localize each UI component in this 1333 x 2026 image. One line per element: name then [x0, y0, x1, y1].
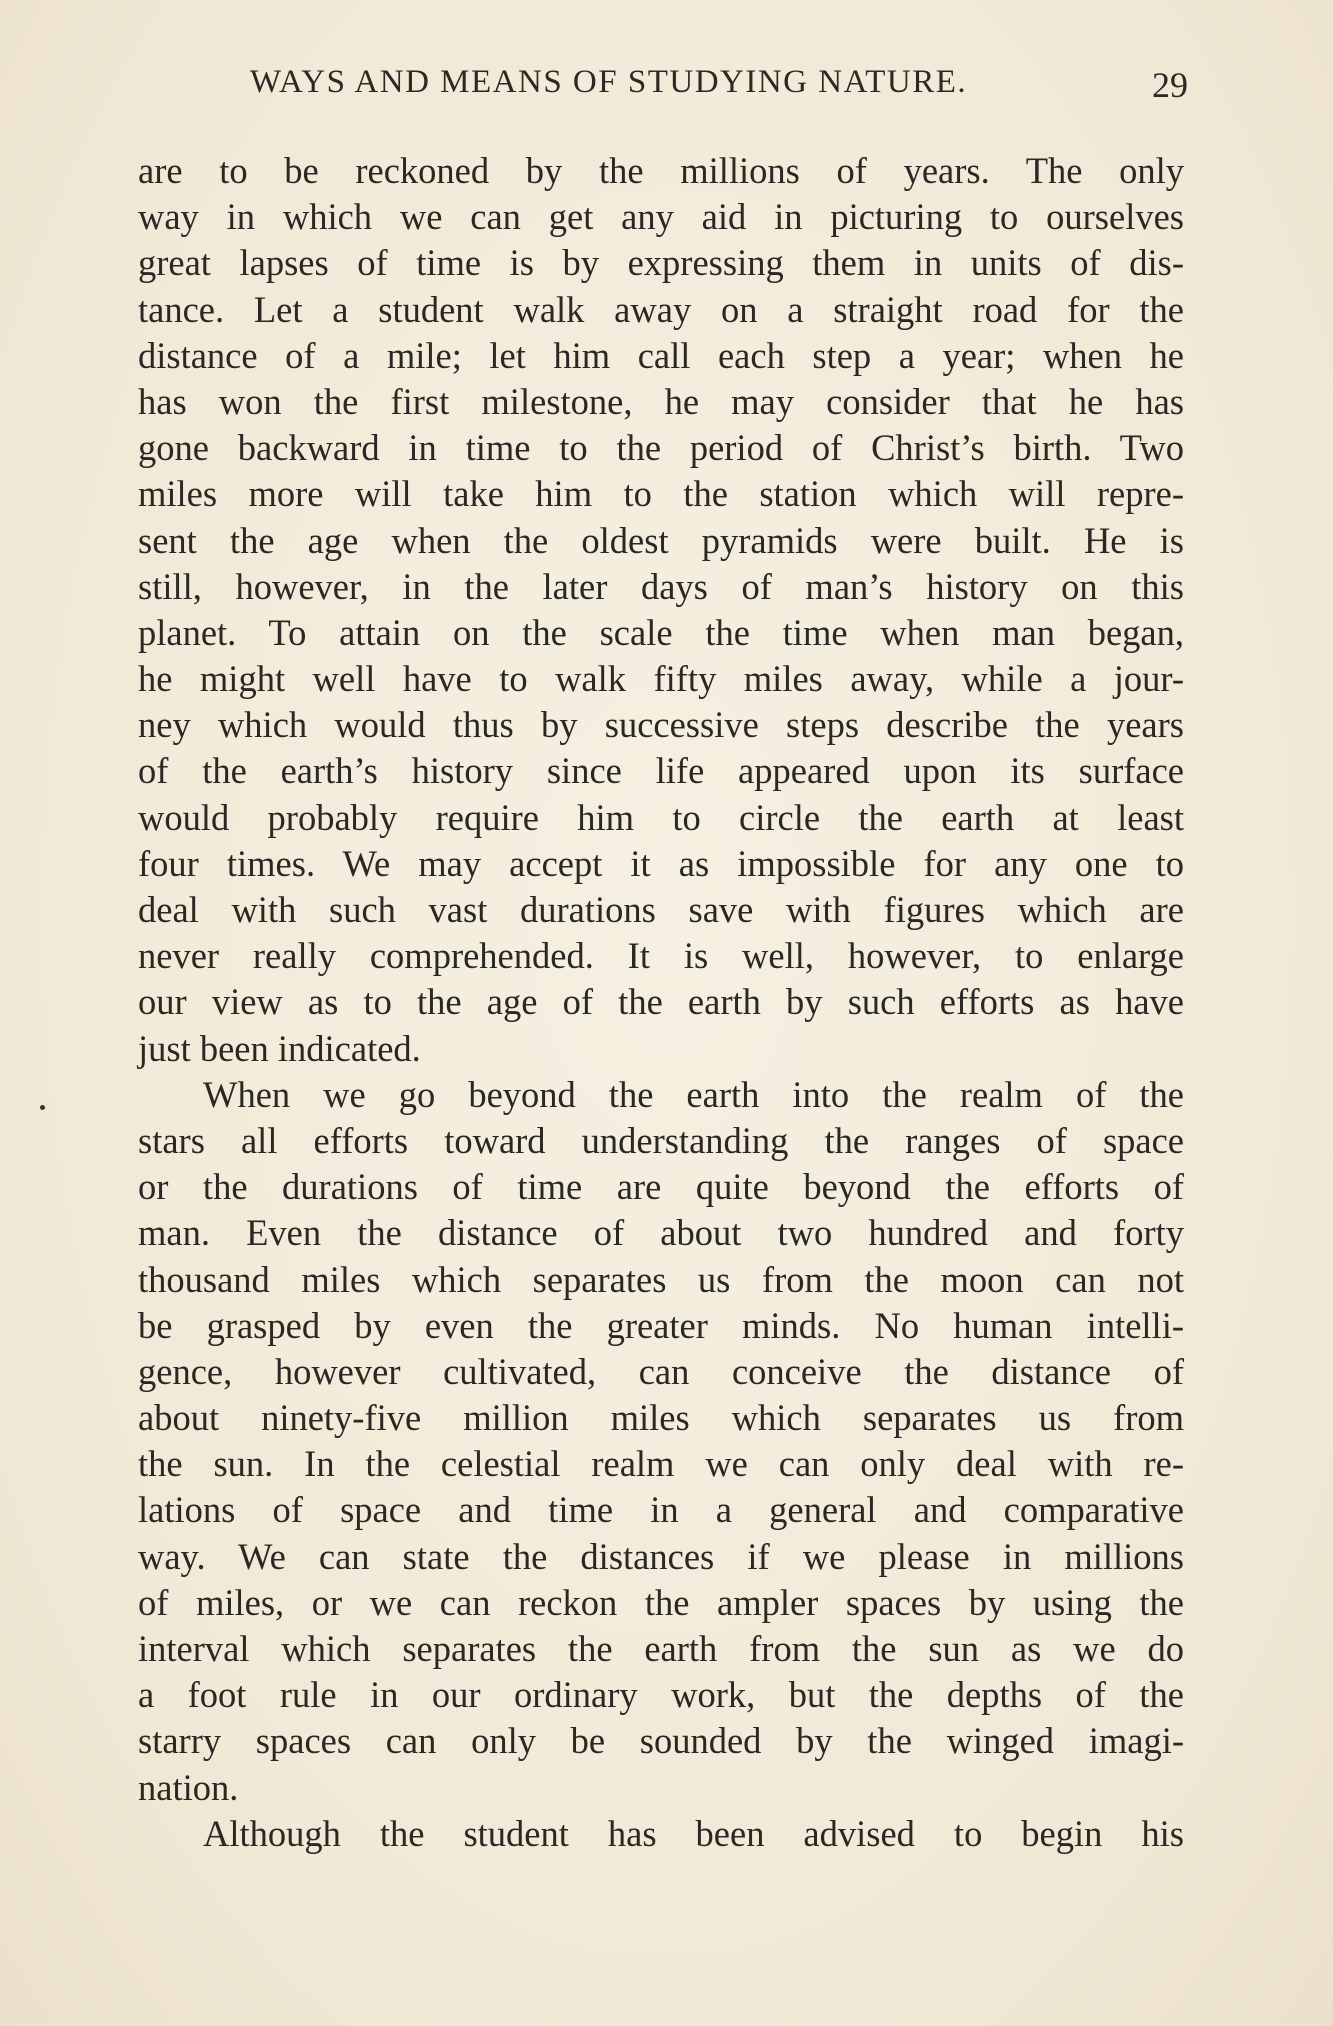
ink-speck: [40, 1105, 45, 1110]
text-line: man. Even the distance of about two hundred and forty: [138, 1212, 1184, 1254]
text-line: gone backward in time to the period of Christ’s birth. Two: [138, 427, 1184, 469]
text-line: would probably require him to circle the earth at least: [138, 796, 1184, 838]
text-line: way in which we can get any aid in picturing to ourselves: [138, 196, 1184, 238]
running-title: WAYS AND MEANS OF STUDYING NATURE.: [250, 64, 968, 100]
paragraph: [138, 1811, 1184, 1857]
text-line: distance of a mile; let him call each step a year; when he: [138, 334, 1184, 376]
page-number: 29: [1152, 65, 1188, 105]
text-line: stars all efforts toward understanding the ranges of space: [138, 1119, 1184, 1161]
text-line: starry spaces can only be sounded by the winged imagi-: [138, 1720, 1184, 1762]
text-line: sent the age when the oldest pyramids were built. He is: [138, 519, 1184, 561]
text-line: nation.: [138, 1766, 239, 1808]
text-line: tance. Let a student walk away on a straight road for the: [138, 288, 1184, 330]
text-line: planet. To attain on the scale the time when man began,: [138, 611, 1184, 653]
text-line: about ninety-five million miles which separates us from: [138, 1397, 1184, 1439]
text-line: gence, however cultivated, can conceive the distance of: [138, 1350, 1184, 1392]
text-line: great lapses of time is by expressing them in units of dis-: [138, 242, 1184, 284]
text-line: Although the student has been advised to begin his: [203, 1812, 1184, 1854]
text-line: or the durations of time are quite beyond the efforts of: [138, 1166, 1184, 1208]
page-header: [140, 64, 1200, 114]
text-line: never really comprehended. It is well, however, to enlarge: [138, 935, 1184, 977]
paragraph: [138, 1072, 1184, 1811]
text-line: our view as to the age of the earth by such efforts as have: [138, 981, 1184, 1023]
text-line: the sun. In the celestial realm we can only deal with re-: [138, 1443, 1184, 1485]
text-line: lations of space and time in a general and comparative: [138, 1489, 1184, 1531]
text-line: are to be reckoned by the millions of years. The only: [138, 150, 1184, 191]
text-line: miles more will take him to the station which will repre-: [138, 473, 1184, 515]
paragraph: [138, 148, 1184, 1072]
text-line: of miles, or we can reckon the ampler spaces by using the: [138, 1581, 1184, 1623]
text-line: way. We can state the distances if we please in millions: [138, 1535, 1184, 1577]
text-line: ney which would thus by successive steps describe the years: [138, 704, 1184, 746]
text-line: still, however, in the later days of man’s history on this: [138, 565, 1184, 607]
text-line: has won the first milestone, he may consider that he has: [138, 380, 1184, 422]
text-line: a foot rule in our ordinary work, but the depths of the: [138, 1674, 1184, 1716]
text-line: of the earth’s history since life appeared upon its surface: [138, 750, 1184, 792]
text-line: be grasped by even the greater minds. No human intelli-: [138, 1304, 1184, 1346]
body-text: [138, 148, 1184, 1857]
text-line: four times. We may accept it as impossible for any one to: [138, 842, 1184, 884]
text-line: just been indicated.: [138, 1027, 421, 1069]
text-line: he might well have to walk fifty miles away, while a jour-: [138, 658, 1184, 700]
text-line: interval which separates the earth from the sun as we do: [138, 1628, 1184, 1669]
text-line: thousand miles which separates us from the moon can not: [138, 1258, 1184, 1300]
text-line: deal with such vast durations save with figures which are: [138, 889, 1184, 930]
text-line: When we go beyond the earth into the realm of the: [203, 1073, 1184, 1115]
